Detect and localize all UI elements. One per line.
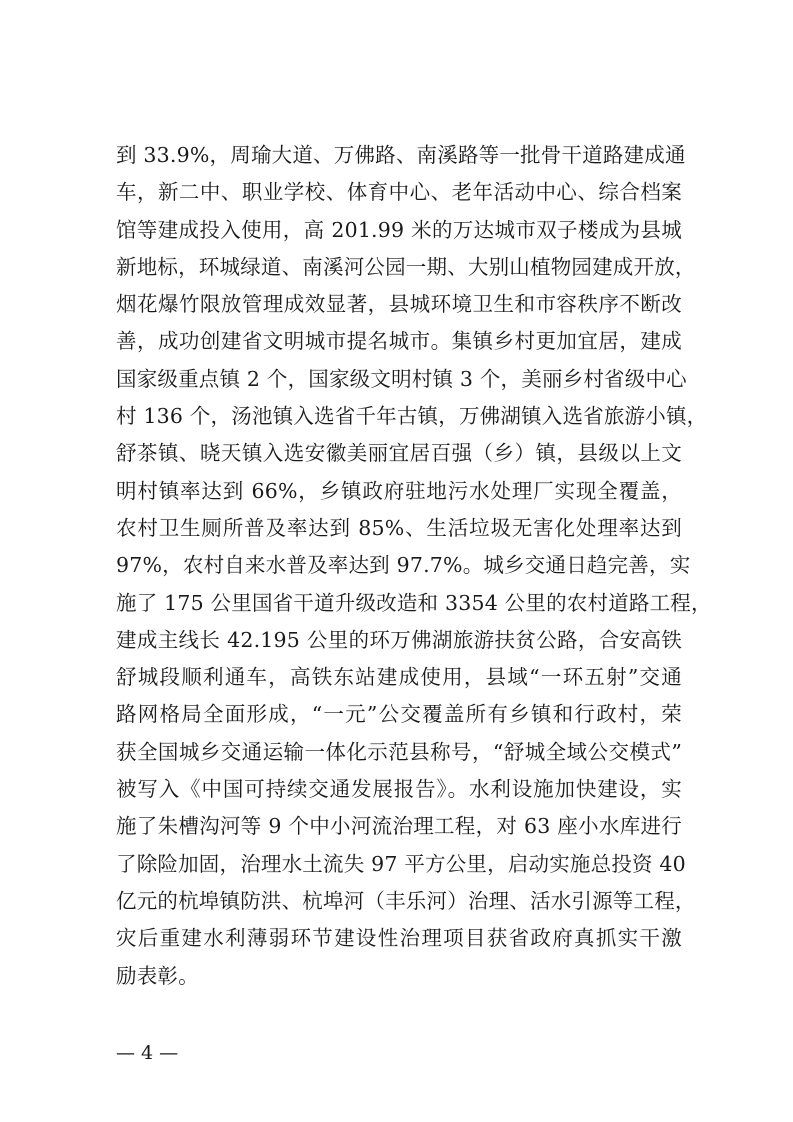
text-line: 善，成功创建省文明城市提名城市。集镇乡村更加宜居，建成 bbox=[116, 329, 682, 354]
text-line: 励表彰。 bbox=[116, 963, 199, 988]
text-line: 舒城段顺利通车，高铁东站建成使用，县域“一环五射”交通 bbox=[116, 665, 682, 690]
text-line: 路网格局全面形成，“一元”公交覆盖所有乡镇和行政村，荣 bbox=[116, 702, 682, 727]
text-line: 施了朱槽沟河等 9 个中小河流治理工程，对 63 座小水库进行 bbox=[116, 814, 682, 839]
text-line: 舒茶镇、晓天镇入选安徽美丽宜居百强（乡）镇，县级以上文 bbox=[116, 441, 682, 466]
text-line: 新地标，环城绿道、南溪河公园一期、大别山植物园建成开放， bbox=[116, 254, 696, 279]
text-line: 97%，农村自来水普及率达到 97.7%。城乡交通日趋完善，实 bbox=[116, 553, 691, 578]
text-line: 明村镇率达到 66%，乡镇政府驻地污水处理厂实现全覆盖， bbox=[116, 478, 682, 503]
text-line: 到 33.9%，周瑜大道、万佛路、南溪路等一批骨干道路建成通 bbox=[116, 143, 686, 167]
text-line: 村 136 个，汤池镇入选省千年古镇，万佛湖镇入选省旅游小镇， bbox=[116, 404, 708, 429]
text-line: 农村卫生厕所普及率达到 85%、生活垃圾无害化处理率达到 bbox=[116, 515, 682, 540]
text-line: 烟花爆竹限放管理成效显著，县城环境卫生和市容秩序不断改 bbox=[116, 292, 682, 317]
text-line: 灾后重建水利薄弱环节建设性治理项目获省政府真抓实干激 bbox=[116, 926, 682, 951]
text-line: 了除险加固，治理水土流失 97 平方公里，启动实施总投资 40 bbox=[116, 851, 686, 876]
text-line: 亿元的杭埠镇防洪、杭埠河（丰乐河）治理、活水引源等工程， bbox=[116, 888, 696, 913]
text-line: 建成主线长 42.195 公里的环万佛湖旅游扶贫公路，合安高铁 bbox=[116, 627, 682, 652]
text-line: 获全国城乡交通运输一体化示范县称号，“舒城全域公交模式” bbox=[116, 739, 682, 764]
text-line: 国家级重点镇 2 个，国家级文明村镇 3 个，美丽乡村省级中心 bbox=[116, 366, 687, 391]
text-line: 车，新二中、职业学校、体育中心、老年活动中心、综合档案 bbox=[116, 180, 682, 205]
text-line: 馆等建成投入使用，高 201.99 米的万达城市双子楼成为县城 bbox=[116, 217, 682, 242]
page-number: — 4 — bbox=[116, 1042, 179, 1064]
text-line: 被写入《中国可持续交通发展报告》。水利设施加快建设，实 bbox=[116, 777, 682, 802]
body-text bbox=[116, 137, 712, 995]
text-line: 施了 175 公里国省干道升级改造和 3354 公里的农村道路工程， bbox=[116, 590, 712, 615]
